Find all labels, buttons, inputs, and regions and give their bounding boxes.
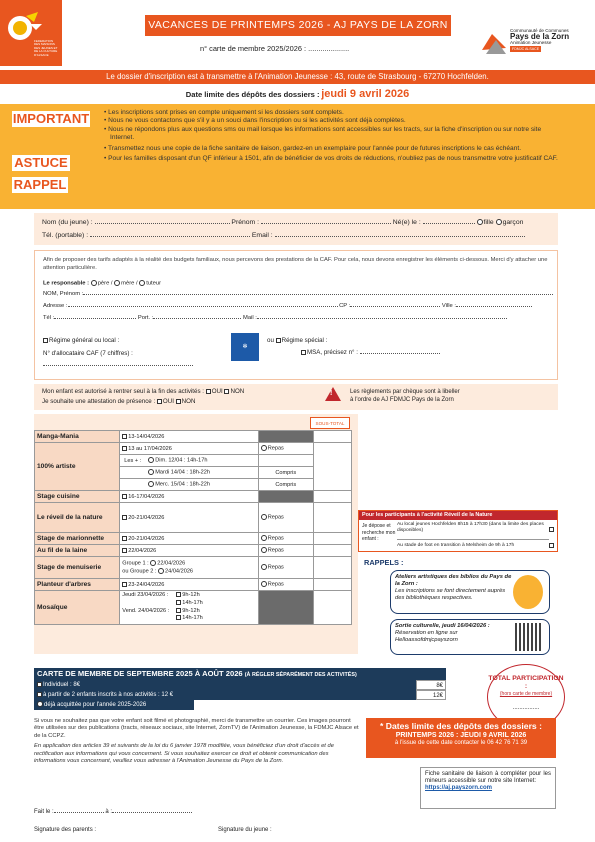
birthdate-field[interactable] xyxy=(423,223,475,224)
page-title: VACANCES DE PRINTEMPS 2026 - AJ PAYS DE LA ZORN xyxy=(145,15,451,36)
warning-icon xyxy=(325,387,341,401)
bullet-important-1: • Les inscriptions sont prises en compte uniquement si les dossiers sont complets. xyxy=(104,109,344,116)
slot-checkbox[interactable] xyxy=(176,600,181,605)
activity-checkbox[interactable] xyxy=(122,582,127,587)
activity-row: Stage de marionnette 20-21/04/2026 Repas xyxy=(35,533,352,545)
libraries-logo xyxy=(513,575,543,609)
email-field[interactable] xyxy=(275,236,525,237)
activity-checkbox[interactable] xyxy=(122,494,127,499)
meal-radio[interactable] xyxy=(261,514,267,520)
family-box: Afin de proposer des tarifs adaptés à la réalité des budgets familiaux, nous percevons des prestations de la CAF. Pour cela, nous devons enregistrer les éléments ci-dessous. Merci d'y attacher une attention particulière. Le responsable : père / mère / tuteur NOM, Prénom : Adresse : CP : Ville : Tél : Port. : Mail : Régime général ou local : N° d'allocataire CAF (7 chiffres) : ✻ ou Régime spécial : MSA, précisez n° : xyxy=(34,250,558,380)
parent-name-label: NOM, Prénom : xyxy=(43,291,84,297)
activity-row: Le réveil de la nature 20-21/04/2026 Repas xyxy=(35,503,352,533)
activity-row: Stage cuisine 16-17/04/2026 xyxy=(35,491,352,503)
slot-checkbox[interactable] xyxy=(176,608,181,613)
extra-radio[interactable] xyxy=(148,457,154,463)
go-home-alone-label: Mon enfant est autorisé à rentrer seul à la fin des activités : xyxy=(42,388,204,395)
rappels-label: RAPPELS : xyxy=(364,558,404,567)
father-label: père xyxy=(97,280,110,287)
tutor-label: tuteur xyxy=(146,280,162,287)
bullet-astuce: • Transmettez nous une copie de la fiche sanitaire de liaison, gardez-en un exemplaire pour l'année pour de futures inscriptions le cas échéant. xyxy=(104,144,522,152)
responsible-label: Le responsable : xyxy=(43,280,90,287)
parent-tel-field[interactable] xyxy=(54,318,136,319)
or-label: ou xyxy=(267,337,274,344)
activity-checkbox[interactable] xyxy=(122,536,127,541)
place-field[interactable] xyxy=(112,812,192,813)
go-home-oui-checkbox[interactable] xyxy=(206,389,211,394)
activities-table: Manga-Mania 13-14/04/2026 100% artiste 13 au 17/04/2026 Repas Les + : Dim. 12/04 : 14h-17h Mardi 14/04 : 18h-22h Compris Merc. 15/04 : 18h-22h Compris Stage cuisine 16-17/04/2026 Le réveil de la nature 20-21/04/2026 Repas Stage de marionnette 20-21/04/2026 Repas Au fil de la laine 22/04/2026 Repas Stage de menuiserie Groupe 1 : 22/04/2026 ou Groupe 2 : 24/04/2026 Repas Planteur d'arbres 23-24/04/2026 Repas Mosaïque Jeudi 23/04/2026 : 9h-12h 14h-17h Vend. 24/04/2026 : 9h-12h 14h-17h xyxy=(34,430,352,625)
meal-radio[interactable] xyxy=(261,564,267,570)
fdmjc-logo xyxy=(0,0,62,66)
membership-row: Individuel : 8€ 8€ xyxy=(34,680,446,690)
regime-general-label: Régime général ou local : xyxy=(49,337,120,344)
nature-option-2: Au stade de foot en transition à Melsheim de 9h à 17h xyxy=(397,543,515,548)
membership-card-title: CARTE DE MEMBRE DE SEPTEMBRE 2025 À AOÛT 2026 (À RÉGLER SÉPARÉMENT DES ACTIVITÉS) xyxy=(34,668,446,680)
fdmjc-logo-text: FEDERATION DES MAISONS DES JEUNES ET DE LA CULTURE D'ALSACE xyxy=(34,39,58,57)
nature-box-title: Pour les participants à l'activité Réveil de la Nature xyxy=(359,511,557,520)
caf-number-field[interactable] xyxy=(43,365,193,366)
attendance-cert-label: Je souhaite une attestation de présence : xyxy=(42,398,156,405)
name-label: Nom (du jeune) : xyxy=(42,219,93,226)
non-label: NON xyxy=(181,398,196,405)
activity-checkbox[interactable] xyxy=(122,446,127,451)
non-label: NON xyxy=(230,388,245,395)
pays-zorn-logo-icon xyxy=(480,28,508,58)
activity-row: Au fil de la laine 22/04/2026 Repas xyxy=(35,545,352,557)
membership-siblings-checkbox[interactable] xyxy=(37,692,42,697)
nature-option-1-checkbox[interactable] xyxy=(549,527,554,532)
caf-intro: Afin de proposer des tarifs adaptés à la réalité des budgets familiaux, nous percevons des prestations de la CAF. Pour cela, nous devons enregistrer les éléments ci-dessous. Merci d'y attacher une attention particulière. xyxy=(43,257,548,271)
postcode-field[interactable] xyxy=(350,306,440,307)
msa-checkbox[interactable] xyxy=(301,350,306,355)
label-astuce: ASTUCE xyxy=(12,155,70,171)
photo-consent: Si vous ne souhaitez pas que votre enfant soit filmé et photographié, merci de transmettre un courrier. Ces images pourront être utilisées sur des publications (tracts, réseaux sociaux, site Internet, ZornTV) de l'Animation Jeunesse, la FDMJC Alsace et de la CCPZ. En application des articles 39 et suivants de la loi du 6 janvier 1978 modifiée, vous bénéficiez d'un droit d'accès et de rectification aux informations qui vous concernent. Si vous souhaitez exercer ce droit et obtenir communication des informations vous concernant, veuillez vous adresser à l'Animation Jeunesse du Pays de la Zorn. xyxy=(34,718,359,765)
subtotal-header: SOUS-TOTAL xyxy=(310,417,350,429)
mother-radio[interactable] xyxy=(114,280,120,286)
regime-special-label: Régime spécial : xyxy=(281,337,328,344)
parent-mobile-label: Port. : xyxy=(137,315,154,321)
nature-option-1: Au local jeunes Hochfelden 8h15 à 17h30 (dans la limite des places disponibles) xyxy=(397,522,549,540)
label-important: IMPORTANT xyxy=(12,111,90,126)
reminder-libraries: Ateliers artistiques des biblios du Pays de la Zorn : Les inscriptions se font directement auprès des bibliothèques respectives. xyxy=(390,570,550,614)
firstname-field[interactable] xyxy=(261,223,391,224)
bullet-important-2: • Nous ne vous contactons que s'il y a un souci dans l'inscription ou si les activités sont déjà complètes. xyxy=(104,117,406,125)
group2-radio[interactable] xyxy=(158,568,164,574)
meal-radio[interactable] xyxy=(261,535,267,541)
important-box xyxy=(0,104,595,209)
bullet-important-3: • Nous ne répondons plus aux questions sms ou mail lorsque les informations sont accessibles sur les tracts, sur la fiche d'inscription ou sur notre site Internet. xyxy=(104,125,542,142)
membership-number: n° carte de membre 2025/2026 : .................... xyxy=(200,44,350,53)
name-field[interactable] xyxy=(95,223,230,224)
mother-label: mère xyxy=(121,280,135,287)
slot-checkbox[interactable] xyxy=(176,615,181,620)
go-home-non-checkbox[interactable] xyxy=(224,389,229,394)
activity-row: Mosaïque Jeudi 23/04/2026 : 9h-12h 14h-17h Vend. 24/04/2026 : 9h-12h 14h-17h xyxy=(35,591,352,625)
health-form-box: Fiche sanitaire de liaison à compléter pour les mineurs accessible sur notre site Internet: https://aj.payszorn.com xyxy=(420,767,556,809)
activity-checkbox[interactable] xyxy=(122,434,127,439)
city-field[interactable] xyxy=(456,306,532,307)
activity-checkbox[interactable] xyxy=(122,548,127,553)
father-radio[interactable] xyxy=(91,280,97,286)
membership-individual-checkbox[interactable] xyxy=(37,682,42,687)
membership-card-section xyxy=(34,668,446,714)
activity-checkbox[interactable] xyxy=(122,515,127,520)
activity-row: 100% artiste 13 au 17/04/2026 Repas xyxy=(35,443,352,455)
regime-special-checkbox[interactable] xyxy=(276,338,281,343)
nature-option-2-checkbox[interactable] xyxy=(549,543,554,548)
authorisation-box: Mon enfant est autorisé à rentrer seul à la fin des activités : OUI NON Je souhaite une attestation de présence : OUI NON ! Les règlements par chèque sont à libeller à l'ordre de AJ FDMJC Pays de la Zorn xyxy=(34,384,558,410)
extra-radio[interactable] xyxy=(148,481,154,487)
place-label: à : xyxy=(105,809,113,815)
tel-field[interactable] xyxy=(90,236,250,237)
caf-logo: ✻ xyxy=(231,333,259,361)
caf-number-label: N° d'allocataire CAF (7 chiffres) : xyxy=(43,350,133,357)
address-field[interactable] xyxy=(68,306,338,307)
parent-name-field[interactable] xyxy=(83,294,553,295)
parent-mobile-field[interactable] xyxy=(153,318,241,319)
email-label: Email : xyxy=(251,232,273,239)
date-label: Fait le : xyxy=(34,809,54,815)
boy-label: garçon xyxy=(502,219,524,226)
msa-field[interactable] xyxy=(360,353,440,354)
group1-radio[interactable] xyxy=(150,560,156,566)
identity-box xyxy=(34,213,558,245)
cheque-line-1: Les règlements par chèque sont à libeller xyxy=(350,389,460,395)
total-participation: TOTAL PARTICIPATION : (hors carte de membre) ................ xyxy=(487,664,565,730)
membership-row: à partir de 2 enfants inscrits à nos activités : 12 € 12€ xyxy=(34,690,446,700)
meal-radio[interactable] xyxy=(261,547,267,553)
partner-logo: Communauté de Communes Pays de la Zorn Animation Jeunesse FDMJC ALSACE xyxy=(478,26,568,66)
label-rappel: RAPPEL xyxy=(13,177,67,192)
postcode-label: CP : xyxy=(339,303,351,309)
msa-label: MSA, précisez n° : xyxy=(307,349,358,356)
qr-code-icon xyxy=(515,623,543,651)
tutor-radio[interactable] xyxy=(139,280,145,286)
girl-radio[interactable] xyxy=(477,219,483,225)
parent-mail-label: Mail : xyxy=(243,315,257,321)
parent-tel-label: Tél : xyxy=(43,315,55,321)
activity-row: Planteur d'arbres 23-24/04/2026 Repas xyxy=(35,579,352,591)
boy-radio[interactable] xyxy=(496,219,502,225)
oui-label: OUI xyxy=(211,388,223,395)
extra-radio[interactable] xyxy=(148,469,154,475)
reminder-cultural-trip: Sortie culturelle, jeudi 16/04/2026 : Réservation en ligne sur Helloassofdmjcpayszorn xyxy=(390,619,550,655)
youth-signature-label: Signature du jeune : xyxy=(218,827,272,833)
nature-box xyxy=(358,510,558,552)
tel-label: Tél. (portable) : xyxy=(42,232,89,239)
cert-oui-checkbox[interactable] xyxy=(157,399,162,404)
address-label: Adresse : xyxy=(43,303,68,309)
health-form-link[interactable]: https://aj.payszorn.com xyxy=(425,785,493,791)
bullet-rappel: • Pour les familles disposant d'un QF inférieur à 1501, afin de bénéficier de vos droits de réductions, n'oubliez pas de nous transmettre votre justificatif CAF. xyxy=(104,155,558,163)
nature-box-label: Je dépose et recherche mon enfant : xyxy=(362,523,396,543)
cheque-line-2: à l'ordre de AJ FDMJC Pays de la Zorn xyxy=(350,397,454,403)
deadline-line: Date limite des dépôts des dossiers : jeudi 9 avril 2026 xyxy=(185,88,410,100)
slot-checkbox[interactable] xyxy=(176,592,181,597)
regime-general-checkbox[interactable] xyxy=(43,338,48,343)
deadline-box: * Dates limite des dépôts des dossiers : PRINTEMPS 2026 : JEUDI 9 AVRIL 2026 à l'issue de cette date contacter le 06 42 76 71 39 xyxy=(366,718,556,758)
birthdate-label: Né(e) le : xyxy=(392,219,421,226)
parent-mail-field[interactable] xyxy=(257,318,507,319)
date-field[interactable] xyxy=(54,812,104,813)
city-label: Ville : xyxy=(441,303,456,309)
activity-row: Manga-Mania 13-14/04/2026 xyxy=(35,431,352,443)
membership-paid-radio[interactable] xyxy=(37,701,43,707)
oui-label: OUI xyxy=(162,398,174,405)
parents-signature-label: Signature des parents : xyxy=(34,827,97,833)
girl-label: fille xyxy=(483,219,494,226)
meal-radio[interactable] xyxy=(261,445,267,451)
firstname-label: Prénom : xyxy=(231,219,259,226)
cert-non-checkbox[interactable] xyxy=(176,399,181,404)
submission-banner: Le dossier d'inscription est à transmettre à l'Animation Jeunesse : 43, route de Strasbourg - 67270 Hochfelden. xyxy=(0,70,595,84)
meal-radio[interactable] xyxy=(261,581,267,587)
membership-row: déjà acquittée pour l'année 2025-2026 xyxy=(34,700,446,710)
activity-row: Stage de menuiserie Groupe 1 : 22/04/2026 ou Groupe 2 : 24/04/2026 Repas xyxy=(35,557,352,579)
